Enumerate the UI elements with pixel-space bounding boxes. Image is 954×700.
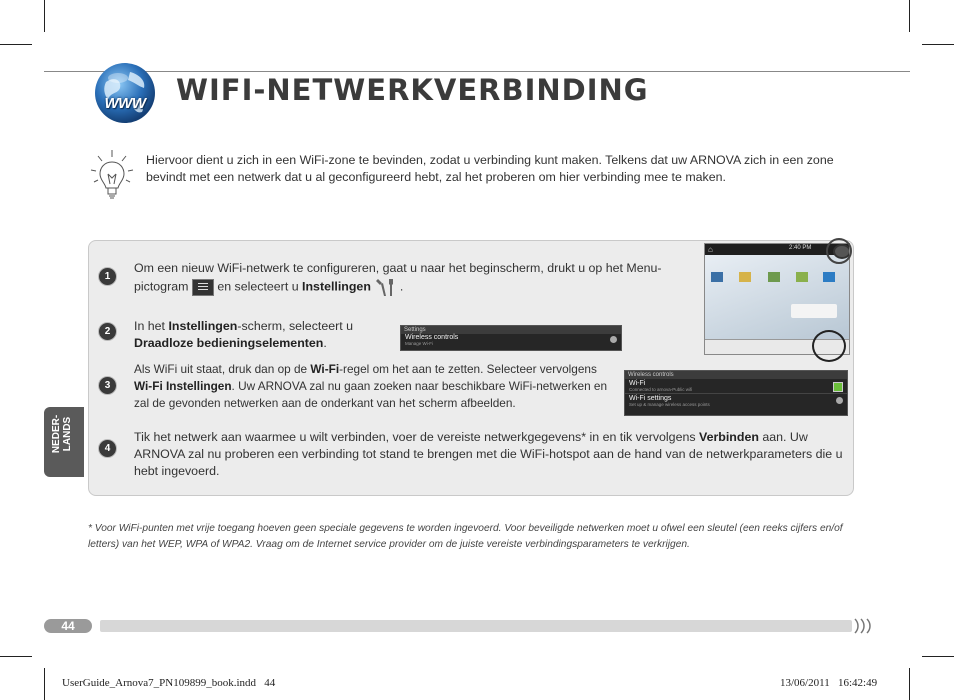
page-title: WIFI-NETWERKVERBINDING <box>176 73 649 107</box>
globe-label: WWW <box>104 95 146 112</box>
step-3-text-c: . Uw ARNOVA zal nu gaan zoeken naar beschikbare WiFi-netwerken en zal de gevonden netwerken aan de onderkant van het scherm afbeelden. <box>134 379 608 410</box>
language-tab-line2: LANDS <box>62 416 73 452</box>
step-2-text-c: . <box>323 336 327 350</box>
wireless-controls-row[interactable] <box>401 334 621 346</box>
wifi-sub: Connected to arnova-Public wifi <box>629 387 693 392</box>
step-4-bold: Verbinden <box>699 430 759 444</box>
settings-screenshot <box>400 325 622 351</box>
status-time: 2:40 PM <box>789 245 812 251</box>
step-badge-1: 1 <box>98 267 117 286</box>
widget <box>791 304 837 318</box>
language-tab-label <box>51 404 73 464</box>
step-1-text-b: en selecteert u <box>217 279 299 294</box>
home-icon: ⌂ <box>708 245 713 254</box>
highlight-circle <box>826 238 852 264</box>
wireless-header: Wireless controls <box>625 371 847 379</box>
slug-right: 13/06/2011 16:42:49 <box>780 677 878 689</box>
highlight-circle <box>812 330 846 362</box>
step-3-text <box>134 361 614 412</box>
app-icon <box>739 272 751 282</box>
chevron-icon <box>610 336 617 343</box>
crop-mark <box>909 668 910 700</box>
step-2-bold-b: Draadloze bedieningselementen <box>134 336 324 350</box>
app-icon <box>796 272 808 282</box>
step-2-text-b: -scherm, selecteert u <box>237 319 354 333</box>
wireless-controls-sub: Manage Wi-Fi <box>405 341 434 346</box>
language-tab-line1: NEDER- <box>51 414 62 454</box>
intro-text: Hiervoor dient u zich in een WiFi-zone te bevinden, zodat u verbinding kunt maken. Telkens dat uw ARNOVA zich in een zone bevindt met een netwerk dat u al geconfigureerd hebt, zal het proberen om hier verbinding mee te maken. <box>146 153 834 184</box>
step-2-bold-a: Instellingen <box>168 319 238 333</box>
step-1-text <box>134 260 674 297</box>
step-3-bold-b: Wi-Fi Instellingen <box>134 379 232 393</box>
step-3-bold-a: Wi-Fi <box>310 362 340 376</box>
crop-mark <box>44 0 45 32</box>
step-1-text-a: Om een nieuw WiFi-netwerk te configureren, gaat u naar het beginscherm, drukt u op het Menu-pictogram <box>134 261 662 294</box>
crop-mark <box>0 44 32 45</box>
footer-bar <box>100 620 852 632</box>
app-icon <box>711 272 723 282</box>
chevron-icon <box>836 397 843 404</box>
wifi-settings-row[interactable] <box>625 394 847 408</box>
step-3-text-a: Als WiFi uit staat, druk dan op de <box>134 362 308 376</box>
wireless-controls-title: Wireless controls <box>405 334 459 341</box>
settings-header: Settings <box>401 326 621 334</box>
step-4-text-a: Tik het netwerk aan waarmee u wilt verbinden, voer de vereiste netwerkgegevens* in en tik vervolgens <box>134 430 696 444</box>
step-1-bold: Instellingen <box>302 279 371 294</box>
step-badge-2: 2 <box>98 322 117 341</box>
checkbox-checked-icon[interactable] <box>833 382 843 392</box>
wifi-title: Wi-Fi <box>629 380 646 387</box>
wifi-row[interactable] <box>625 379 847 394</box>
crop-mark <box>909 0 910 32</box>
step-4-text-b: aan. Uw ARNOVA zal nu proberen een verbinding tot stand te brengen met die WiFi-hotspot aan de hand van de netwerkparameters die u hebt ingevoerd. <box>134 430 843 478</box>
step-3-text-b: -regel om het aan te zetten. Selecteer vervolgens <box>339 362 597 376</box>
language-tab <box>44 407 84 477</box>
globe-icon <box>92 60 158 126</box>
step-2-text-a: In het <box>134 319 166 333</box>
header-rule <box>44 71 910 72</box>
sound-waves-icon <box>853 617 873 635</box>
crop-mark <box>44 668 45 700</box>
app-icon <box>823 272 835 282</box>
slug-left: UserGuide_Arnova7_PN109899_book.indd 44 <box>62 677 276 689</box>
step-badge-3: 3 <box>98 376 117 395</box>
wifi-settings-title: Wi-Fi settings <box>629 395 672 402</box>
lightbulb-icon <box>90 148 134 204</box>
step-1-text-c: . <box>399 279 404 294</box>
wallpaper <box>705 255 849 339</box>
crop-mark <box>0 656 32 657</box>
wifi-settings-sub: Set up & manage wireless access points <box>629 402 710 407</box>
page-number: 44 <box>44 619 92 633</box>
crop-mark <box>922 656 954 657</box>
step-2-text <box>134 318 384 352</box>
wireless-screenshot <box>624 370 848 416</box>
settings-tools-icon <box>374 277 396 297</box>
menu-icon <box>192 279 214 296</box>
crop-mark <box>922 44 954 45</box>
app-icon <box>768 272 780 282</box>
footnote: * Voor WiFi-punten met vrije toegang hoeven geen speciale gegevens te worden ingevoerd. Voor beveiligde netwerken moet u ofwel een sleutel (een reeks cijfers en/of letters) van het WEP, WPA of WPA2. Vraag om de Internet service provider om de juiste vereiste verbindingsparameters te verkrijgen. <box>88 523 843 550</box>
step-badge-4: 4 <box>98 439 117 458</box>
step-4-text <box>134 429 844 480</box>
